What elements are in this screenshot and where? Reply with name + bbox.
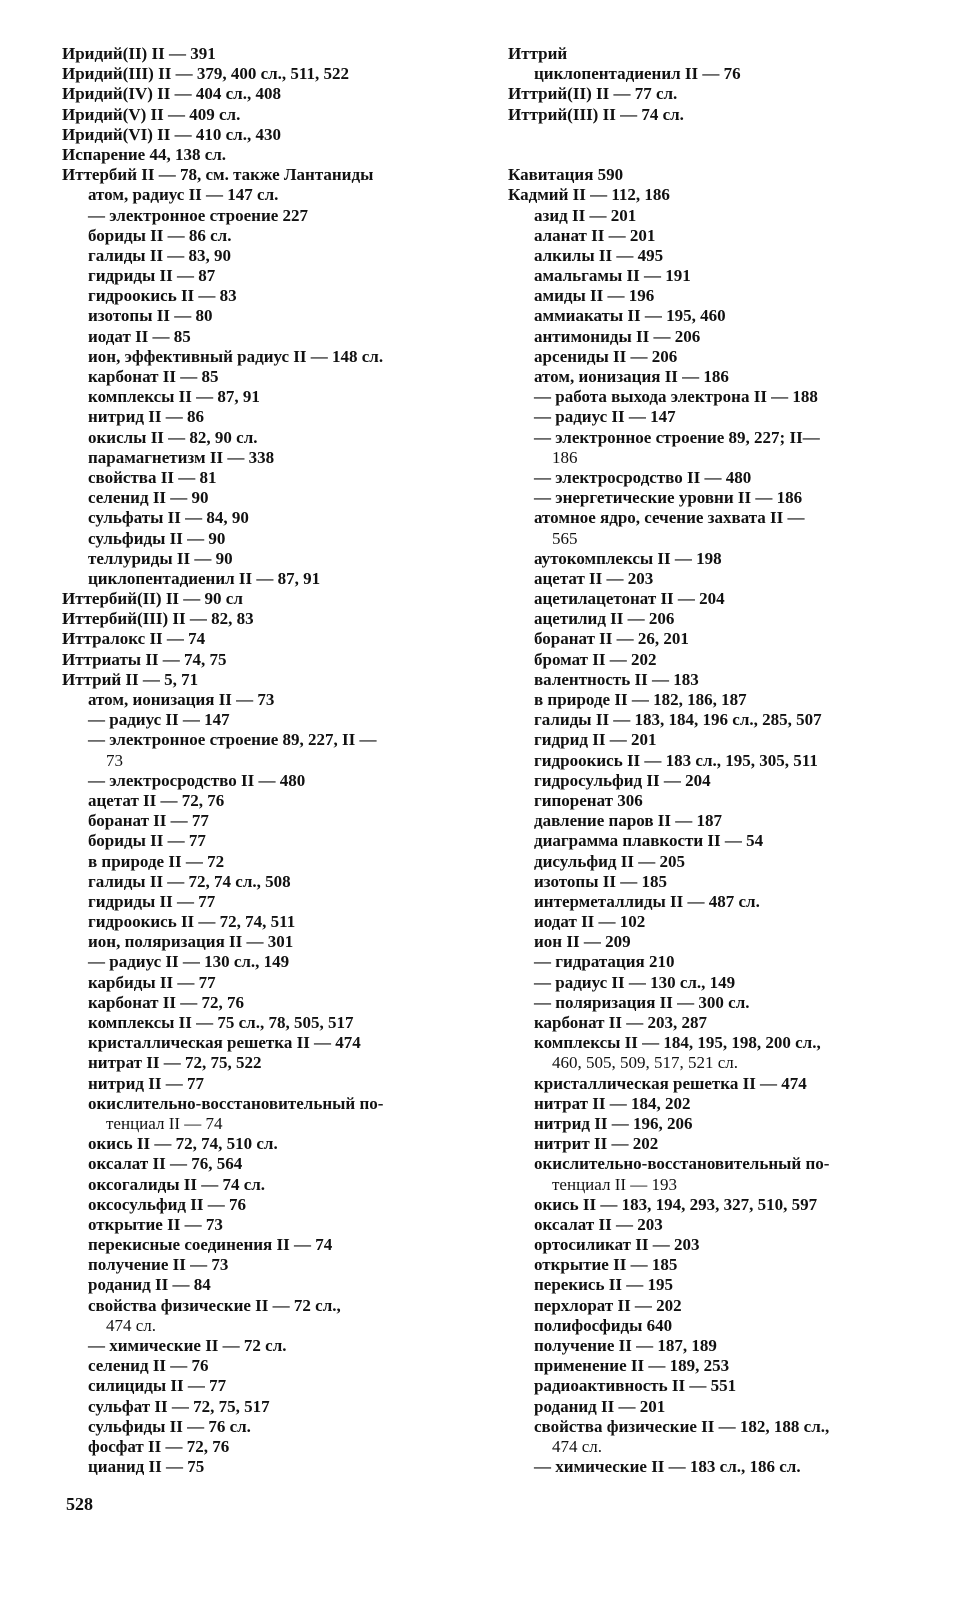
- index-entry: ион II — 209: [534, 932, 631, 952]
- index-entry: — энергетические уровни II — 186: [534, 488, 803, 508]
- index-entry: атом, радиус II — 147 сл.: [88, 185, 279, 205]
- index-entry: Иридий(VI) II — 410 сл., 430: [62, 124, 281, 144]
- index-entry: ион, поляризация II — 301: [88, 932, 294, 952]
- index-entry: нитрит II — 202: [534, 1134, 659, 1154]
- index-list-right: [508, 44, 913, 1477]
- index-entry: получение II — 187, 189: [534, 1336, 717, 1355]
- index-entry: — электронное строение 89, 227, II —: [88, 730, 377, 750]
- index-entry: Иттербий II — 78, см. также Лантаниды: [62, 165, 374, 185]
- index-entry: гидриды II — 77: [88, 891, 216, 911]
- index-entry: 73: [106, 750, 123, 770]
- index-entry: бромат II — 202: [534, 649, 657, 669]
- index-entry: изотопы II — 185: [534, 871, 667, 891]
- index-entry: оксогалиды II — 74 сл.: [88, 1174, 266, 1194]
- index-entry: ацетат II — 203: [534, 568, 654, 588]
- index-entry: — электросродство II — 480: [88, 770, 306, 790]
- index-entry: аммиакаты II — 195, 460: [534, 306, 726, 326]
- index-entry: боранат II — 77: [88, 811, 209, 831]
- index-entry: сульфаты II — 84, 90: [88, 508, 249, 528]
- index-entry: оксалат II — 203: [534, 1214, 663, 1234]
- index-entry: тенциал II — 74: [106, 1113, 223, 1133]
- index-entry: 474 сл.: [106, 1315, 157, 1335]
- index-entry: 565: [552, 528, 578, 548]
- index-entry: гидроокись II — 72, 74, 511: [88, 912, 296, 932]
- index-entry: окислы II — 82, 90 сл.: [88, 427, 258, 447]
- index-entry: арсениды II — 206: [534, 346, 678, 366]
- index-entry: силициды II — 77: [88, 1376, 227, 1396]
- index-entry: диаграмма плавкости II — 54: [534, 831, 764, 851]
- index-entry: — химические II — 72 сл.: [88, 1336, 287, 1355]
- index-entry: — поляризация II — 300 сл.: [534, 992, 750, 1012]
- index-entry: радиоактивность II — 551: [534, 1376, 737, 1396]
- index-entry: селенид II — 76: [88, 1356, 209, 1376]
- index-entry: ион, эффективный радиус II — 148 сл.: [88, 346, 384, 366]
- index-entry: парамагнетизм II — 338: [88, 447, 275, 467]
- index-entry: бориды II — 86 сл.: [88, 225, 232, 245]
- index-entry: амиды II — 196: [534, 286, 655, 306]
- index-entry: — радиус II — 147: [534, 407, 676, 427]
- index-entry: роданид II — 201: [534, 1396, 666, 1416]
- index-entry: Иттербий(II) II — 90 сл: [62, 589, 243, 609]
- index-entry: 460, 505, 509, 517, 521 сл.: [552, 1053, 739, 1073]
- index-entry: атом, ионизация II — 186: [534, 367, 729, 386]
- index-entry: получение II — 73: [88, 1255, 229, 1275]
- index-entry: гидроокись II — 183 сл., 195, 305, 511: [534, 750, 818, 770]
- index-entry: кристаллическая решетка II — 474: [534, 1073, 807, 1093]
- index-entry: 474 сл.: [552, 1436, 603, 1456]
- index-entry: аланат II — 201: [534, 225, 656, 245]
- index-entry: комплексы II — 87, 91: [88, 387, 260, 407]
- index-entry: аутокомплексы II — 198: [534, 548, 722, 568]
- index-entry: алкилы II — 495: [534, 245, 664, 265]
- index-entry: — химические II — 183 сл., 186 сл.: [534, 1457, 801, 1477]
- index-entry: галиды II — 183, 184, 196 сл., 285, 507: [534, 710, 822, 730]
- index-entry: гидрид II — 201: [534, 730, 657, 750]
- index-entry: фосфат II — 72, 76: [88, 1436, 230, 1456]
- index-entry: комплексы II — 184, 195, 198, 200 сл.,: [534, 1033, 821, 1053]
- index-entry: гидроокись II — 83: [88, 286, 237, 306]
- index-entry: дисульфид II — 205: [534, 851, 685, 871]
- index-entry: 186: [552, 447, 578, 467]
- index-entry: валентность II — 183: [534, 669, 699, 689]
- index-entry: полифосфиды 640: [534, 1315, 673, 1335]
- index-entry: бориды II — 77: [88, 831, 206, 851]
- index-entry: Иридий(IV) II — 404 сл., 408: [62, 84, 281, 104]
- index-entry: нитрат II — 184, 202: [534, 1093, 691, 1113]
- index-entry: нитрид II — 77: [88, 1073, 204, 1093]
- index-entry: — электронное строение 89, 227; II—: [534, 427, 820, 447]
- index-entry: амальгамы II — 191: [534, 266, 691, 286]
- index-entry: — работа выхода электрона II — 188: [534, 387, 818, 407]
- index-entry: открытие II — 185: [534, 1255, 678, 1275]
- index-entry: Иттрий II — 5, 71: [62, 669, 199, 689]
- index-entry: окислительно-восстановительный по-: [534, 1154, 830, 1174]
- index-entry: ацетилид II — 206: [534, 609, 675, 629]
- index-entry: оксалат II — 76, 564: [88, 1154, 243, 1174]
- index-entry: — гидратация 210: [534, 952, 675, 972]
- index-entry: — радиус II — 147: [88, 710, 230, 730]
- index-entry: карбонат II — 85: [88, 367, 219, 386]
- index-entry: в природе II — 182, 186, 187: [534, 690, 747, 709]
- index-entry: — радиус II — 130 сл., 149: [88, 952, 290, 972]
- index-entry: перекись II — 195: [534, 1275, 673, 1295]
- index-entry: циклопентадиенил II — 76: [534, 64, 741, 84]
- index-entry: открытие II — 73: [88, 1214, 223, 1234]
- index-entry: окись II — 183, 194, 293, 327, 510, 597: [534, 1194, 818, 1214]
- index-entry: свойства II — 81: [88, 467, 217, 487]
- index-entry: антимониды II — 206: [534, 326, 701, 346]
- index-entry: Иттралокс II — 74: [62, 629, 206, 649]
- index-entry: свойства физические II — 72 сл.,: [88, 1295, 341, 1315]
- index-entry: циклопентадиенил II — 87, 91: [88, 568, 321, 588]
- index-entry: роданид II — 84: [88, 1275, 211, 1295]
- index-entry: нитрат II — 72, 75, 522: [88, 1053, 262, 1073]
- index-entry: иодат II — 102: [534, 912, 646, 932]
- index-entry: Кадмий II — 112, 186: [508, 185, 670, 205]
- index-entry: галиды II — 83, 90: [88, 245, 232, 265]
- index-entry: цианид II — 75: [88, 1457, 205, 1477]
- index-entry: сульфат II — 72, 75, 517: [88, 1396, 270, 1416]
- index-entry: иодат II — 85: [88, 326, 191, 346]
- index-entry: нитрид II — 196, 206: [534, 1113, 693, 1133]
- index-entry: сульфиды II — 90: [88, 528, 226, 548]
- index-entry: атомное ядро, сечение захвата II —: [534, 508, 805, 528]
- index-entry: галиды II — 72, 74 сл., 508: [88, 871, 291, 891]
- index-entry: карбонат II — 203, 287: [534, 1013, 707, 1032]
- index-gap: [508, 125, 913, 145]
- index-entry: Иридий(V) II — 409 сл.: [62, 104, 241, 124]
- index-entry: карбиды II — 77: [88, 972, 216, 992]
- index-entry: применение II — 189, 253: [534, 1356, 730, 1376]
- index-entry: оксосульфид II — 76: [88, 1194, 246, 1214]
- index-entry: комплексы II — 75 сл., 78, 505, 517: [88, 1013, 354, 1032]
- index-gap: [508, 145, 913, 165]
- index-list-left: [62, 44, 462, 1477]
- index-entry: Испарение 44, 138 сл.: [62, 144, 227, 164]
- index-entry: Кавитация 590: [508, 165, 624, 185]
- index-entry: атом, ионизация II — 73: [88, 690, 275, 709]
- index-entry: — электросродство II — 480: [534, 467, 752, 487]
- index-entry: карбонат II — 72, 76: [88, 992, 244, 1012]
- index-entry: ацетат II — 72, 76: [88, 790, 225, 810]
- index-entry: свойства физические II — 182, 188 сл.,: [534, 1416, 830, 1436]
- index-entry: боранат II — 26, 201: [534, 629, 689, 649]
- index-entry: в природе II — 72: [88, 851, 225, 871]
- index-entry: кристаллическая решетка II — 474: [88, 1033, 361, 1053]
- index-entry: нитрид II — 86: [88, 407, 204, 427]
- index-entry: — электронное строение 227: [88, 205, 309, 225]
- index-entry: перекисные соединения II — 74: [88, 1235, 333, 1255]
- index-entry: давление паров II — 187: [534, 811, 723, 831]
- index-entry: Иридий(III) II — 379, 400 сл., 511, 522: [62, 64, 349, 84]
- index-entry: Иридий(II) II — 391: [62, 44, 216, 63]
- index-entry: Иттрий: [508, 44, 568, 63]
- index-entry: окись II — 72, 74, 510 сл.: [88, 1134, 278, 1154]
- index-entry: гипоренат 306: [534, 790, 643, 810]
- index-entry: теллуриды II — 90: [88, 548, 233, 568]
- index-entry: Иттрий(III) II — 74 сл.: [508, 104, 684, 124]
- index-column-left: [62, 44, 462, 1477]
- index-entry: — радиус II — 130 сл., 149: [534, 972, 736, 992]
- index-entry: азид II — 201: [534, 205, 637, 225]
- index-column-right: [508, 44, 913, 1477]
- index-entry: изотопы II — 80: [88, 306, 213, 326]
- index-entry: селенид II — 90: [88, 488, 209, 508]
- index-entry: окислительно-восстановительный по-: [88, 1093, 384, 1113]
- index-entry: интерметаллиды II — 487 сл.: [534, 891, 760, 911]
- index-entry: Иттрий(II) II — 77 сл.: [508, 84, 678, 104]
- index-entry: ортосиликат II — 203: [534, 1235, 700, 1255]
- index-entry: Иттриаты II — 74, 75: [62, 649, 227, 669]
- index-entry: гидриды II — 87: [88, 266, 216, 286]
- index-entry: тенциал II — 193: [552, 1174, 678, 1194]
- index-entry: сульфиды II — 76 сл.: [88, 1416, 251, 1436]
- index-entry: гидросульфид II — 204: [534, 770, 711, 790]
- index-entry: Иттербий(III) II — 82, 83: [62, 609, 254, 629]
- index-entry: ацетилацетонат II — 204: [534, 589, 725, 609]
- page-number: 528: [66, 1494, 93, 1514]
- index-entry: перхлорат II — 202: [534, 1295, 682, 1315]
